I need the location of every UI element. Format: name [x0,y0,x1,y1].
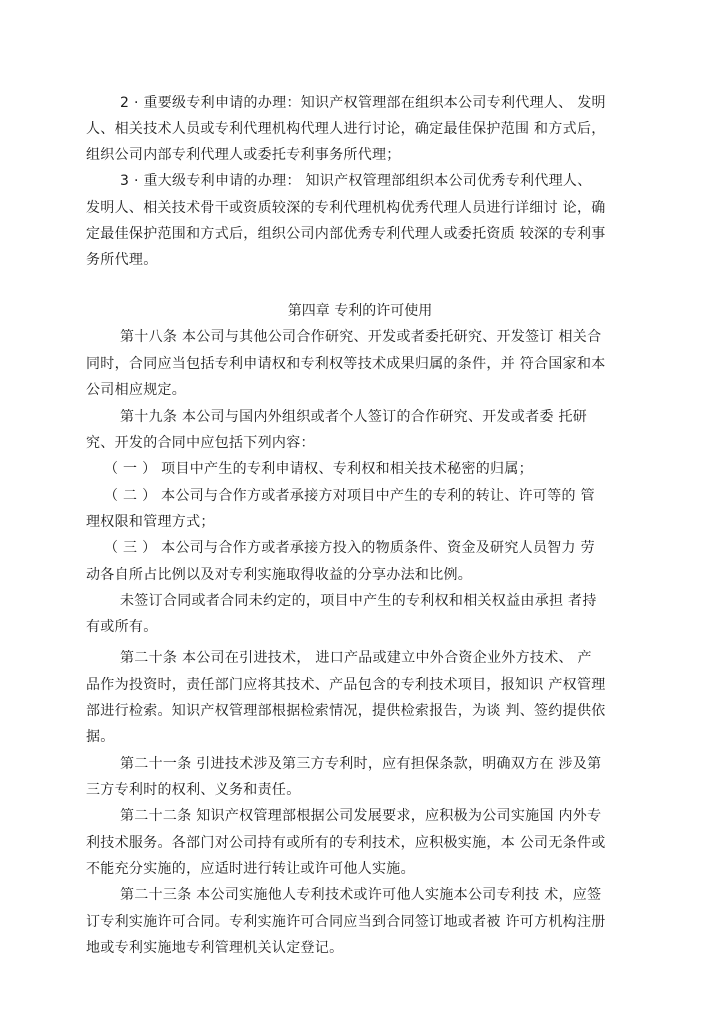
text-line: 发明人、相关技术骨干或资质较深的专利代理机构优秀代理人员进行详细讨 论，确 [86,200,606,216]
text-line: 不能充分实施的，应适时进行转让或许可他人实施。 [86,861,415,877]
text-line: 地或专利实施地专利管理机关认定登记。 [86,940,344,956]
section-title: 第四章 专利的许可使用 [287,303,433,319]
text-line: 第十九条 本公司与国内外组织或者个人签订的合作研究、开发或者委 托研 [120,409,588,425]
text-line: 据。 [86,729,115,745]
text-line: 第二十一条 引进技术涉及第三方专利时，应有担保条款，明确双方在 涉及第 [120,756,602,772]
text-line: 未签订合同或者合同未约定的，项目中产生的专利权和相关权益由承担 者持 [120,593,597,609]
text-line: 有或所有。 [86,619,158,635]
text-line: （ 三 ） 本公司与合作方或者承接方投入的物质条件、资金及研究人员智力 劳 [104,540,595,556]
text-line: 公司相应规定。 [86,382,187,398]
text-line: 人、相关技术人员或专利代理机构代理人进行讨论，确定最佳保护范围 和方式后， [86,121,606,137]
text-line: 定最佳保护范围和方式后，组织公司内部优秀专利代理人或委托资质 较深的专利事 [86,226,606,242]
text-line: 三方专利时的权利、义务和责任。 [86,782,301,798]
text-line: 第十八条 本公司与其他公司合作研究、开发或者委托研究、开发签订 相关合 [120,329,602,345]
text-line: （ 一 ） 项目中产生的专利申请权、专利权和相关技术秘密的归属； [104,461,533,477]
text-line: 品作为投资时，责任部门应将其技术、产品包含的专利技术项目，报知识 产权管理 [86,677,606,693]
text-line: 2 · 重要级专利申请的办理：知识产权管理部在组织本公司专利代理人、 发明 [120,95,606,111]
text-line: 组织公司内部专利代理人或委托专利事务所代理； [86,147,401,163]
text-line: 务所代理。 [86,252,158,268]
text-line: （ 二 ） 本公司与合作方或者承接方对项目中产生的专利的转让、许可等的 管 [104,488,595,504]
text-line: 第二十三条 本公司实施他人专利技术或许可他人实施本公司专利技 术，应签 [120,887,602,903]
text-line: 订专利实施许可合同。专利实施许可合同应当到合同签订地或者被 许可方机构注册 [86,914,606,930]
text-line: 理权限和管理方式； [86,514,215,530]
text-line: 第二十条 本公司在引进技术， 进口产品或建立中外合资企业外方技术、 产 [120,650,592,666]
text-line: 部进行检索。知识产权管理部根据检索情况，提供检索报告，为谈 判、签约提供依 [86,703,606,719]
text-line: 第二十二条 知识产权管理部根据公司发展要求，应积极为公司实施国 内外专 [120,808,602,824]
text-line: 利技术服务。各部门对公司持有或所有的专利技术，应积极实施，本 公司无条件或 [86,835,606,851]
text-line: 究、开发的合同中应包括下列内容： [86,435,315,451]
text-line: 3 · 重大级专利申请的办理： 知识产权管理部组织本公司优秀专利代理人、 [120,173,592,189]
text-line: 同时，合同应当包括专利申请权和专利权等技术成果归属的条件，并 符合国家和本 [86,356,606,372]
text-line: 动各自所占比例以及对专利实施取得收益的分享办法和比例。 [86,567,473,583]
